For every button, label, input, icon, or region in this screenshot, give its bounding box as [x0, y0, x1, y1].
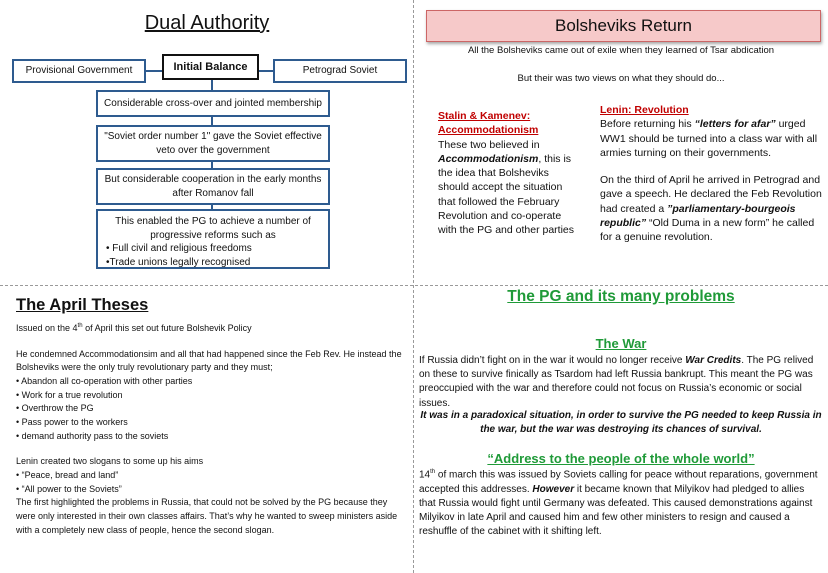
april-theses-body — [16, 322, 402, 537]
provisional-government-box — [12, 59, 146, 83]
address-text-a: of march this was issued by Soviets calling for peace without reparations, government accepted this addresses. — [419, 469, 818, 495]
bolsheviks-return-title-text: Bolsheviks Return — [554, 16, 692, 35]
address-heading: “Address to the people of the whole world” — [487, 451, 755, 466]
initial-balance-label: Initial Balance — [173, 60, 248, 73]
reforms-box — [96, 209, 330, 269]
soviet-order-line1: "Soviet order number 1" gave the Soviet effective — [104, 131, 322, 142]
lenin-paragraph-2 — [600, 173, 822, 244]
provisional-government-label: Provisional Government — [25, 65, 133, 77]
cooperation-line2: after Romanov fall — [172, 187, 254, 199]
lenin-paragraph-1 — [600, 117, 822, 160]
soviet-order-box — [96, 125, 330, 162]
soviet-order-line2: veto over the government — [156, 144, 270, 156]
issued-line — [16, 322, 402, 336]
stalin-text-line1: These two believed in — [438, 138, 540, 151]
pg-problems-panel — [414, 286, 828, 573]
stalin-heading-line2: Accommodationism — [438, 124, 539, 137]
war-paragraph — [419, 354, 823, 411]
slogan-all-power: • “All power to the Soviets” — [16, 483, 122, 494]
address-text-b: it became known that Milyikov had pledged to allies that Russia would fight until Germany was defeated. This caused demonstrations against Milyikov in late April and caused him and few other ministers to resign and caused a reshuffle of the cabinet with it shifting left. — [419, 483, 813, 538]
petrograd-soviet-box — [273, 59, 407, 83]
lenin-p1-start: Before returning his — [600, 118, 695, 131]
war-credits-term: War Credits — [685, 355, 742, 366]
slogans-intro: Lenin created two slogans to some up his aims — [16, 456, 204, 467]
the-war-heading: The War — [595, 336, 647, 351]
stalin-kamenev-column — [438, 109, 574, 237]
petrograd-soviet-label: Petrograd Soviet — [302, 65, 378, 77]
issued-pre: Issued on the 4 — [16, 323, 78, 333]
bolsheviks-intro-line1: All the Bolsheviks came out of exile when they learned of Tsar abdication — [467, 45, 775, 56]
april-theses-panel — [0, 286, 414, 573]
war-text-start: If Russia didn’t fight on in the war it would no longer receive — [419, 355, 686, 366]
reforms-line2: progressive reforms such as — [150, 229, 276, 241]
bolsheviks-return-panel — [414, 0, 828, 286]
pg-problems-title: The PG and its many problems — [507, 288, 735, 305]
however-term: However — [532, 483, 575, 495]
lenin-column — [600, 103, 822, 244]
april-theses-title: The April Theses — [16, 296, 149, 314]
theses-bullet-4: • Pass power to the workers — [16, 417, 128, 428]
theses-bullet-2: • Work for a true revolution — [16, 389, 123, 400]
crossover-box — [96, 90, 330, 117]
theses-bullet-1: • Abandon all co-operation with other parties — [16, 376, 193, 387]
accommodationism-term: Accommodationism — [438, 152, 539, 165]
initial-balance-box — [162, 54, 259, 80]
letters-for-afar: “letters for afar” — [694, 118, 776, 131]
connector-right — [259, 70, 273, 72]
reform-item-freedoms: • Full civil and religious freedoms — [106, 243, 252, 254]
cooperation-line1: But considerable cooperation in the early months — [104, 174, 322, 185]
stalin-text-body — [438, 153, 574, 236]
cooperation-box — [96, 168, 330, 205]
dual-authority-title: Dual Authority — [144, 12, 270, 34]
paradox-statement: It was in a paradoxical situation, in order to survive the PG needed to keep Russia in the war, but the war was destroying its chances of survival. — [420, 410, 822, 436]
stalin-heading-line1: Stalin & Kamenev: — [438, 110, 531, 122]
stalin-text-rest: , this is the idea that Bolsheviks should accept the situation that followed the February Revolution and co-operate with the PG and other parties — [438, 152, 574, 237]
parliamentary-bourgeois-term: ”parliamentary-bourgeois republic” — [600, 202, 796, 229]
address-date-sup: th — [430, 469, 436, 475]
war-text-rest: . The PG relived on these to survive finically as Tsardom had left Russia bankrupt. This meant the PG was preoccupied with the war and therefore could not focus on Russia’s economic or social issues. — [419, 355, 814, 409]
theses-bullet-5: • demand authority pass to the soviets — [16, 430, 169, 441]
lenin-heading: Lenin: Revolution — [600, 104, 689, 116]
lenin-p2-start: On the third of April he arrived in Petrograd and gave a speech. He declared the Feb Revolution had created a — [600, 174, 822, 215]
address-date: 14 — [419, 469, 431, 481]
crossover-text: Considerable cross-over and jointed membership — [104, 97, 322, 109]
lenin-p2-rest: “Old Duma in a new form” he called for a genuine revolution. — [600, 216, 815, 244]
reform-item-trade-unions: •Trade unions legally recognised — [106, 256, 251, 268]
connector-down-1 — [211, 80, 213, 90]
connector-down-2 — [211, 117, 213, 125]
condemned-paragraph: He condemned Accommodationsim and all that had happened since the Feb Rev. He instead the Bolsheviks were the only truly revolutionary party and they must; — [16, 348, 402, 373]
reforms-line1: This enabled the PG to achieve a number of — [115, 216, 311, 227]
issued-post: of April this set out future Bolshevik Policy — [82, 323, 252, 333]
theses-bullet-3: • Overthrow the PG — [16, 403, 94, 414]
bolsheviks-intro-line2: But their was two views on what they should do... — [517, 73, 725, 84]
issued-sup: th — [77, 323, 83, 329]
lenin-p1-rest: urged WW1 should be turned into a class war with all armies turning on their governments. — [600, 118, 818, 159]
address-paragraph — [419, 468, 823, 539]
slogans-explanation: The first highlighted the problems in Russia, that could not be solved by the PG because they were only interested in their own classes affairs. That’s why he wanted to sweep ministers aside with a completely new class of people, hence the second slogan. — [16, 497, 398, 535]
dual-authority-panel — [0, 0, 414, 286]
slogan-peace-bread-land: • “Peace, bread and land” — [16, 470, 119, 481]
bolsheviks-return-title — [426, 10, 821, 42]
